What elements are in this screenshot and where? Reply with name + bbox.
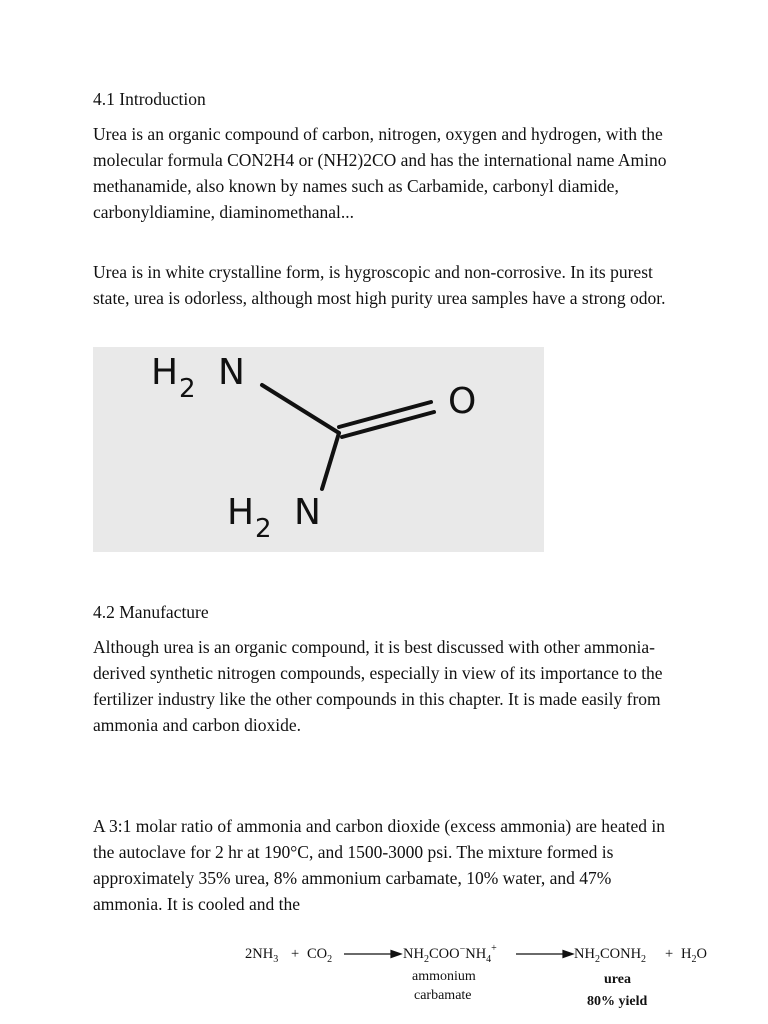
manufacture-paragraph-2: A 3:1 molar ratio of ammonia and carbon dioxide (excess ammonia) are heated in the autoclave for 2 hr at 190°C, and 1500-3000 psi. The mixture formed is approximately 35% urea, 8% ammonium carbamate, 10% water, and 47% ammonia. It is cooled and the <box>93 816 665 914</box>
amine-bottom-n: N <box>294 492 321 533</box>
product-water-a: H <box>681 946 692 962</box>
urea-structure-figure <box>93 347 544 552</box>
amine-bottom-subscript: 2 <box>255 514 272 544</box>
product-urea-b: CONH <box>599 946 642 962</box>
product-label-yield: 80% yield <box>587 994 648 1009</box>
reactant-carbon-dioxide: CO <box>307 946 328 962</box>
product-urea-subscript-b: 2 <box>641 954 647 965</box>
reaction-equation <box>195 934 768 1024</box>
manufacture-heading: 4.2 Manufacture <box>93 602 209 622</box>
product-urea-subscript-a: 2 <box>594 954 600 965</box>
intro-paragraph-2: Urea is in white crystalline form, is hygroscopic and non-corrosive. In its purest state, urea is odorless, although most high purity urea samples have a strong odor. <box>93 262 666 308</box>
reactant-carbon-dioxide-subscript: 2 <box>327 954 333 965</box>
svg-text:NH2COO−NH4+: $NH_2COO^-NH_4^+$ <box>403 943 497 965</box>
intermediate-part-b: COO <box>428 946 460 962</box>
intermediate-label-ammonium: ammonium <box>412 969 476 984</box>
intermediate-superscript: + <box>491 943 497 954</box>
amine-top-n: N <box>218 352 245 393</box>
plus-sign-1: + <box>291 946 300 962</box>
product-urea-a: NH <box>574 946 595 962</box>
product-label-urea: urea <box>604 972 631 987</box>
svg-text:NH2CONH2 <box>574 946 646 965</box>
urea-structure-diagram <box>93 347 544 552</box>
amine-bottom-h: H <box>227 492 255 533</box>
intermediate-part-c: NH <box>465 946 487 962</box>
intermediate-label-carbamate: carbamate <box>414 988 472 1003</box>
plus-sign-2: + <box>665 946 674 962</box>
reactant-ammonia: 2NH <box>245 946 274 962</box>
oxygen-atom: O <box>448 381 477 422</box>
intermediate-part-a: NH <box>403 946 424 962</box>
bond-top-n-c <box>262 385 339 433</box>
amine-top-subscript: 2 <box>179 374 196 404</box>
intro-heading: 4.1 Introduction <box>93 89 206 109</box>
svg-text:H2O <box>681 946 707 965</box>
intermediate-subscript-c: 4 <box>486 954 492 965</box>
bond-c-bottom-n <box>322 433 339 489</box>
intro-paragraph-1: Urea is an organic compound of carbon, nitrogen, oxygen and hydrogen, with the molecular formula CON2H4 or (NH2)2CO and has the international name Amino methanamide, also known by names such as Carbamide, carbonyl diamide, carbonyldiamine, diaminomethanal... <box>93 124 667 222</box>
product-water-b: O <box>696 946 707 962</box>
manufacture-paragraph-1: Although urea is an organic compound, it is best discussed with other ammonia-derived synthetic nitrogen compounds, especially in view of its importance to the fertilizer industry like the other compounds in this chapter. It is made easily from ammonia and carbon dioxide. <box>93 637 663 735</box>
reaction-arrow-1-head <box>391 951 401 958</box>
urea-reaction-scheme <box>195 934 768 1024</box>
amine-top-h: H <box>151 352 179 393</box>
svg-text:2NH3 <box>245 946 278 965</box>
svg-text:CO2 <box>307 946 332 965</box>
product-water-subscript: 2 <box>691 954 697 965</box>
reactant-ammonia-subscript: 3 <box>273 954 279 965</box>
intermediate-subscript-a: 2 <box>423 954 429 965</box>
reaction-arrow-2-head <box>563 951 573 958</box>
